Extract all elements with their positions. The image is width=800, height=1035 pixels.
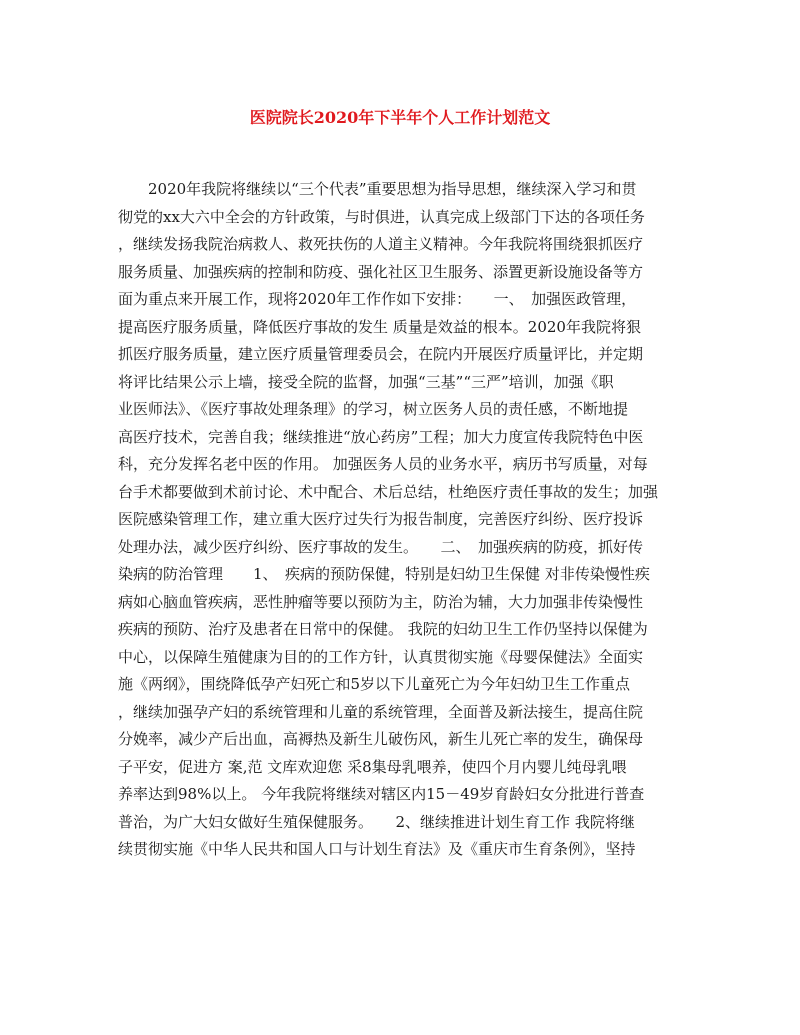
body-line: 将评比结果公示上墙，接受全院的监督，加强“三基”“三严”培训，加强《职 bbox=[118, 372, 614, 391]
body-line: 台手术都要做到术前讨论、术中配合、术后总结，杜绝医疗责任事故的发生；加强 bbox=[118, 482, 659, 501]
body-line: 病如心脑血管疾病，恶性肿瘤等要以预防为主，防治为辅，大力加强非传染慢性 bbox=[118, 592, 644, 611]
body-line: 服务质量、加强疾病的控制和防疫、强化社区卫生服务、添置更新设施设备等方 bbox=[118, 262, 644, 281]
body-line: 续贯彻实施《中华人民共和国人口与计划生育法》及《重庆市生育条例》，坚持 bbox=[118, 840, 636, 858]
body-line: 面为重点来开展工作，现将2020年工作作如下安排： 一、 加强医政管理， bbox=[118, 290, 637, 308]
body-line: ，继续加强孕产妇的系统管理和儿童的系统管理，全面普及新法接生，提高住院 bbox=[118, 702, 644, 721]
body-line: 科，充分发挥名老中医的作用。 加强医务人员的业务水平，病历书写质量，对每 bbox=[118, 455, 648, 473]
document-title: 医院院长2020年下半年个人工作计划范文 bbox=[249, 108, 551, 127]
body-line: 高医疗技术，完善自我；继续推进“放心药房”工程；加大力度宣传我院特色中医 bbox=[118, 427, 644, 446]
body-line: ，继续发扬我院治病救人、救死扶伤的人道主义精神。今年我院将围绕狠抓医疗 bbox=[118, 235, 644, 253]
body-line: 2020年我院将继续以“三个代表”重要思想为指导思想，继续深入学习和贯 bbox=[118, 180, 637, 198]
body-line: 提高医疗服务质量，降低医疗事故的发生 质量是效益的根本。2020年我院将狠 bbox=[118, 317, 641, 336]
body-line: 彻党的xx大六中全会的方针政策，与时俱进，认真完成上级部门下达的各项任务 bbox=[118, 207, 645, 226]
body-line: 普治，为广大妇女做好生殖保健服务。 2、继续推进计划生育工作 我院将继 bbox=[118, 812, 635, 831]
body-line: 医院感染管理工作，建立重大医疗过失行为报告制度，完善医疗纠纷、医疗投诉 bbox=[118, 510, 644, 528]
body-line: 分娩率，减少产后出血，高褥热及新生儿破伤风，新生儿死亡率的发生，确保母 bbox=[118, 730, 644, 748]
body-line: 业医师法》、《医疗事故处理条理》的学习，树立医务人员的责任感，不断地提 bbox=[118, 400, 629, 418]
body-line: 染病的防治管理 1、 疾病的预防保健，特别是妇幼卫生保健 对非传染慢性疾 bbox=[118, 565, 650, 583]
body-line: 中心，以保障生殖健康为目的的工作方针，认真贯彻实施《母婴保健法》全面实 bbox=[118, 647, 644, 666]
body-line: 疾病的预防、治疗及患者在日常中的保健。 我院的妇幼卫生工作仍坚持以保健为 bbox=[118, 620, 648, 638]
body-line: 抓医疗服务质量，建立医疗质量管理委员会，在院内开展医疗质量评比，并定期 bbox=[118, 345, 644, 363]
body-line: 子平安，促进方 案,范 文库欢迎您 采8集母乳喂养，使四个月内婴儿纯母乳喂 bbox=[118, 757, 627, 776]
document-body bbox=[118, 176, 678, 864]
body-line: 处理办法，减少医疗纠纷、医疗事故的发生。 二、 加强疾病的防疫，抓好传 bbox=[118, 537, 644, 556]
body-line: 施《两纲》，围绕降低孕产妇死亡和5岁以下儿童死亡为今年妇幼卫生工作重点 bbox=[118, 675, 631, 693]
body-line: 养率达到98%以上。 今年我院将继续对辖区内15－49岁育龄妇女分批进行普查 bbox=[118, 785, 645, 803]
